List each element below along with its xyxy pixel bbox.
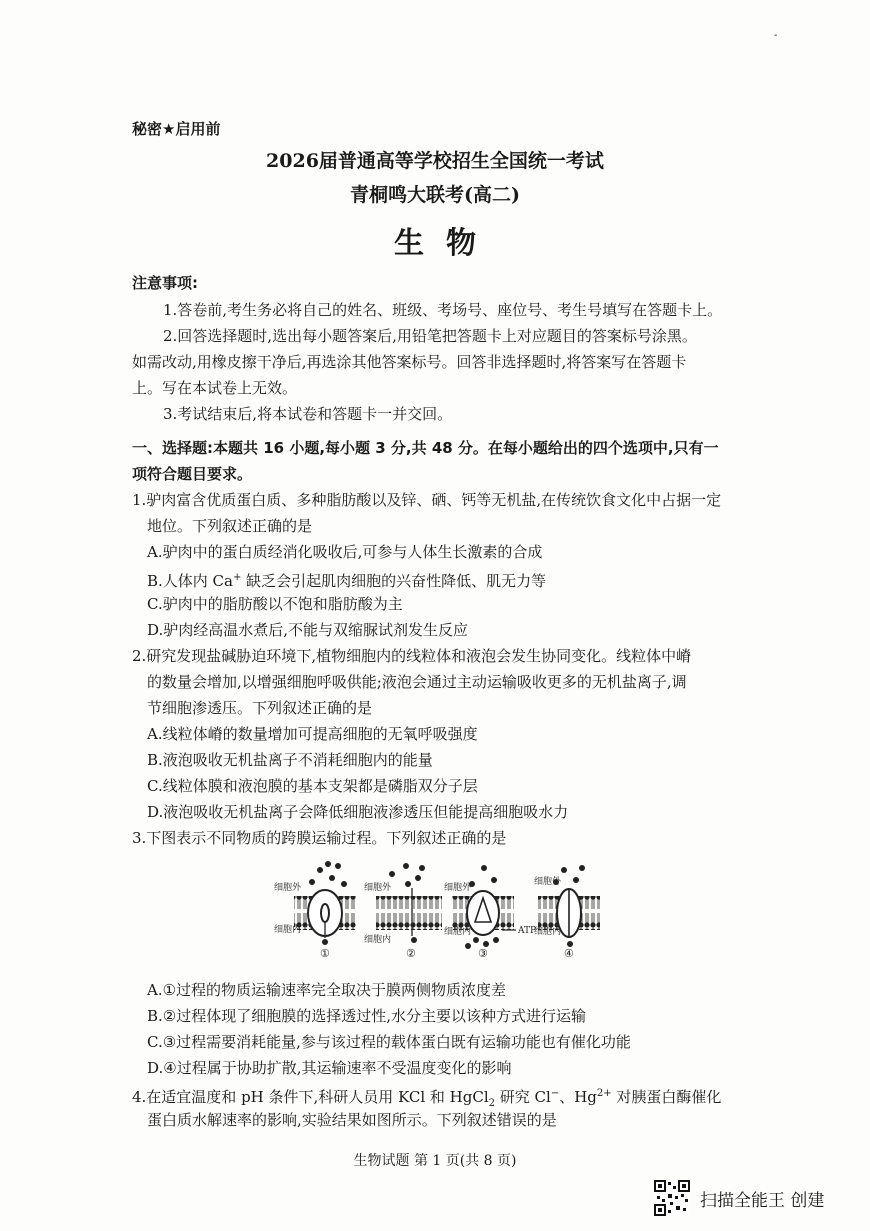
question-3-option-c: C.③过程需要消耗能量,参与该过程的载体蛋白既有运输功能也有催化功能 [147, 1033, 631, 1051]
scanner-watermark: 扫描全能王 创建 [700, 1191, 825, 1211]
question-1-stem: 1.驴肉富含优质蛋白质、多种脂肪酸以及锌、硒、钙等无机盐,在传统饮食文化中占据一定 [132, 491, 722, 509]
notice-item-2-cont: 如需改动,用橡皮擦干净后,再选涂其他答案标号。回答非选择题时,将答案写在答题卡 [132, 353, 687, 371]
exam-title: 2026届普通高等学校招生全国统一考试 [266, 150, 604, 172]
question-2-stem: 2.研究发现盐碱胁迫环境下,植物细胞内的线粒体和液泡会发生协同变化。线粒体中嵴 [132, 647, 692, 665]
q4-text-d: 对胰蛋白酶催化 [611, 1088, 722, 1106]
atp-label: ATP [518, 926, 537, 936]
notice-heading: 注意事项: [132, 274, 198, 292]
panel-number-1: ① [320, 947, 330, 960]
page-footer: 生物试题 第 1 页(共 8 页) [353, 1153, 517, 1169]
question-3-stem: 3.下图表示不同物质的跨膜运输过程。下列叙述正确的是 [132, 829, 507, 847]
notice-item-3: 3.考试结束后,将本试卷和答题卡一并交回。 [163, 405, 453, 423]
question-1-option-b [147, 568, 546, 591]
option-b-text-end: 缺乏会引起肌肉细胞的兴奋性降低、肌无力等 [241, 572, 547, 590]
q4-text-c: 、Hg [559, 1088, 597, 1106]
ion-charge: + [232, 572, 242, 583]
panel-number-2: ② [406, 947, 416, 960]
q4-text-b: 研究 Cl [495, 1088, 551, 1106]
option-b-text: B.人体内 Ca [147, 572, 233, 590]
q4-subscript: 2 [488, 1098, 496, 1109]
question-2-stem-cont: 的数量会增加,以增强细胞呼吸供能;液泡会通过主动运输吸收更多的无机盐离子,调 [147, 673, 687, 691]
question-4-stem-cont: 蛋白质水解速率的影响,实验结果如图所示。下列叙述错误的是 [147, 1111, 557, 1129]
inside-label-2: 细胞内 [364, 935, 392, 945]
q4-superscript-hg: 2+ [596, 1088, 612, 1099]
inside-label-1: 细胞内 [274, 925, 302, 935]
panel-2-free-diffusion [376, 863, 442, 943]
question-1-stem-cont: 地位。下列叙述正确的是 [147, 517, 313, 535]
outside-label-1: 细胞外 [274, 883, 302, 893]
panel-1-channel [294, 861, 356, 945]
notice-item-2-end: 上。写在本试卷上无效。 [132, 379, 298, 397]
question-3-option-a: A.①过程的物质运输速率完全取决于膜两侧物质浓度差 [147, 981, 507, 999]
inside-label-3: 细胞内 [444, 927, 472, 937]
question-3-option-d: D.④过程属于协助扩散,其运输速率不受温度变化的影响 [147, 1059, 512, 1077]
outside-label-3: 细胞外 [444, 883, 472, 893]
membrane-transport-diagram [272, 860, 602, 960]
question-2-option-d: D.液泡吸收无机盐离子会降低细胞液渗透压但能提高细胞吸水力 [147, 803, 569, 821]
panel-number-3: ③ [478, 947, 488, 960]
corner-mark: - [774, 30, 778, 41]
question-1-option-d: D.驴肉经高温水煮后,不能与双缩脲试剂发生反应 [147, 621, 469, 639]
question-3-option-b: B.②过程体现了细胞膜的选择透过性,水分主要以该种方式进行运输 [147, 1007, 587, 1025]
q4-text-a: 4.在适宜温度和 pH 条件下,科研人员用 KCl 和 HgCl [132, 1088, 489, 1106]
question-2-stem-end: 节细胞渗透压。下列叙述正确的是 [147, 699, 373, 717]
question-2-option-b: B.液泡吸收无机盐离子不消耗细胞内的能量 [147, 751, 433, 769]
section-heading-cont: 项符合题目要求。 [132, 465, 253, 483]
question-2-option-c: C.线粒体膜和液泡膜的基本支架都是磷脂双分子层 [147, 777, 478, 795]
exam-subtitle: 青桐鸣大联考(高二) [350, 184, 520, 206]
q4-superscript-cl: − [550, 1088, 560, 1099]
outside-label-4: 细胞外 [534, 877, 562, 887]
question-1-option-c: C.驴肉中的脂肪酸以不饱和脂肪酸为主 [147, 595, 403, 613]
inside-label-4: 细胞内 [534, 927, 562, 937]
panel-number-4: ④ [564, 947, 574, 960]
section-heading: 一、选择题:本题共 16 小题,每小题 3 分,共 48 分。在每小题给出的四个选项中,只有一 [132, 439, 719, 457]
secret-label: 秘密★启用前 [132, 120, 221, 138]
outside-label-2: 细胞外 [364, 883, 392, 893]
notice-item-1: 1.答卷前,考生务必将自己的姓名、班级、考场号、座位号、考生号填写在答题卡上。 [163, 301, 723, 319]
subject-title: 生物 [394, 226, 498, 261]
question-1-option-a: A.驴肉中的蛋白质经消化吸收后,可参与人体生长激素的合成 [147, 543, 543, 561]
notice-item-2: 2.回答选择题时,选出每小题答案后,用铅笔把答题卡上对应题目的答案标号涂黑。 [163, 327, 697, 345]
question-2-option-a: A.线粒体嵴的数量增加可提高细胞的无氧呼吸强度 [147, 725, 478, 743]
qr-code-icon [654, 1180, 690, 1216]
